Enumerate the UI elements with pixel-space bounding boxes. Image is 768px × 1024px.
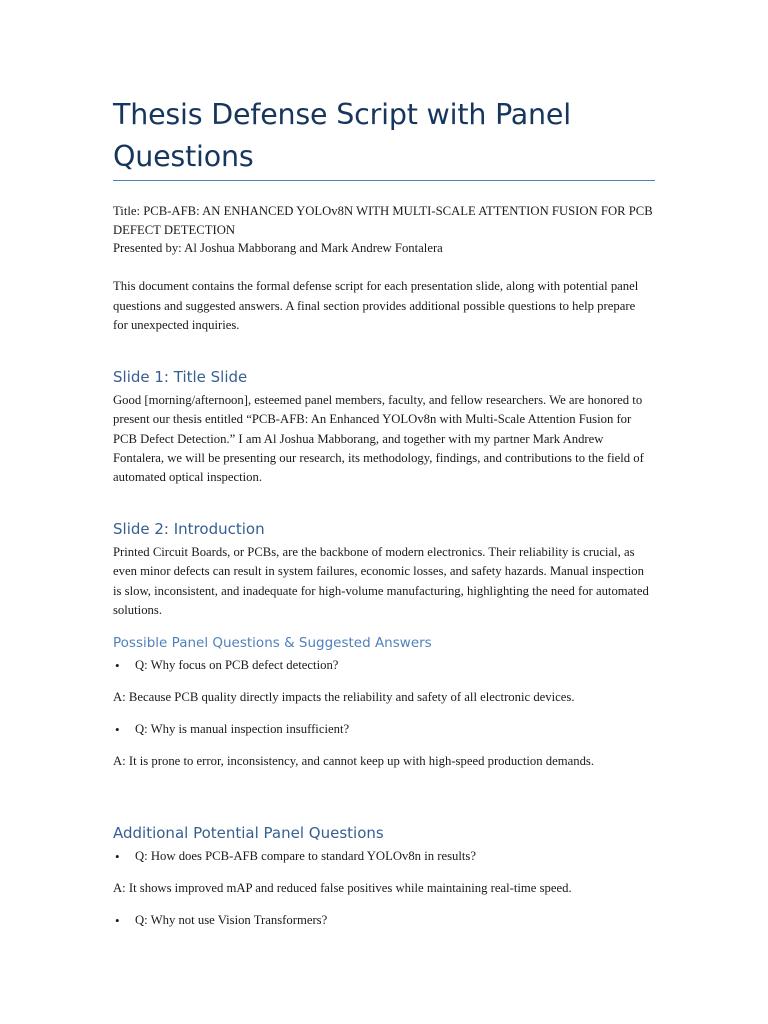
question-text: Q: How does PCB-AFB compare to standard YOLOv8n in results? <box>135 849 476 863</box>
intro-paragraph: This document contains the formal defense script for each presentation slide, along with potential panel questions and suggested answers. A final section provides additional possible questions to help prepare for unexpected inquiries. <box>113 279 639 332</box>
bullet-icon: • <box>115 913 120 928</box>
bullet-icon: • <box>115 722 120 737</box>
slide1-heading: Slide 1: Title Slide <box>113 368 248 386</box>
slide2-qa-heading: Possible Panel Questions & Suggested Answers <box>113 635 432 651</box>
answer-text: A: Because PCB quality directly impacts the reliability and safety of all electronic devices. <box>113 690 575 704</box>
slide2-script: Printed Circuit Boards, or PCBs, are the backbone of modern electronics. Their reliability is crucial, as even minor defects can result in system failures, economic losses, and safety hazards. Manual inspection is slow, inconsistent, and inadequate for high-volume manufacturing, highlighting the need for automated solutions. <box>113 545 649 617</box>
title-underline <box>113 180 655 181</box>
bullet-icon: • <box>115 849 120 864</box>
presenters-line: Presented by: Al Joshua Mabborang and Mark Andrew Fontalera <box>113 241 443 255</box>
question-text: Q: Why is manual inspection insufficient? <box>135 722 350 736</box>
question-text: Q: Why not use Vision Transformers? <box>135 913 328 927</box>
answer-text: A: It is prone to error, inconsistency, and cannot keep up with high-speed production demands. <box>113 754 595 768</box>
question-text: Q: Why focus on PCB defect detection? <box>135 658 339 672</box>
slide2-heading: Slide 2: Introduction <box>113 520 265 538</box>
additional-heading: Additional Potential Panel Questions <box>113 824 384 842</box>
answer-text: A: It shows improved mAP and reduced false positives while maintaining real-time speed. <box>113 881 572 895</box>
slide1-script: Good [morning/afternoon], esteemed panel members, faculty, and fellow researchers. We are honored to present our thesis entitled “PCB-AFB: An Enhanced YOLOv8n with Multi-Scale Attention Fusion for PCB Defect Detection.” I am Al Joshua Mabborang, and together with my partner Mark Andrew Fontalera, we will be presenting our research, its methodology, findings, and contributions to the field of automated optical inspection. <box>113 393 644 485</box>
document-title: Thesis Defense Script with Panel Questions <box>113 98 571 173</box>
thesis-title-line: Title: PCB-AFB: AN ENHANCED YOLOv8N WITH MULTI-SCALE ATTENTION FUSION FOR PCB DEFECT DETECTION <box>113 204 653 237</box>
bullet-icon: • <box>115 658 120 673</box>
document-meta <box>113 202 653 258</box>
